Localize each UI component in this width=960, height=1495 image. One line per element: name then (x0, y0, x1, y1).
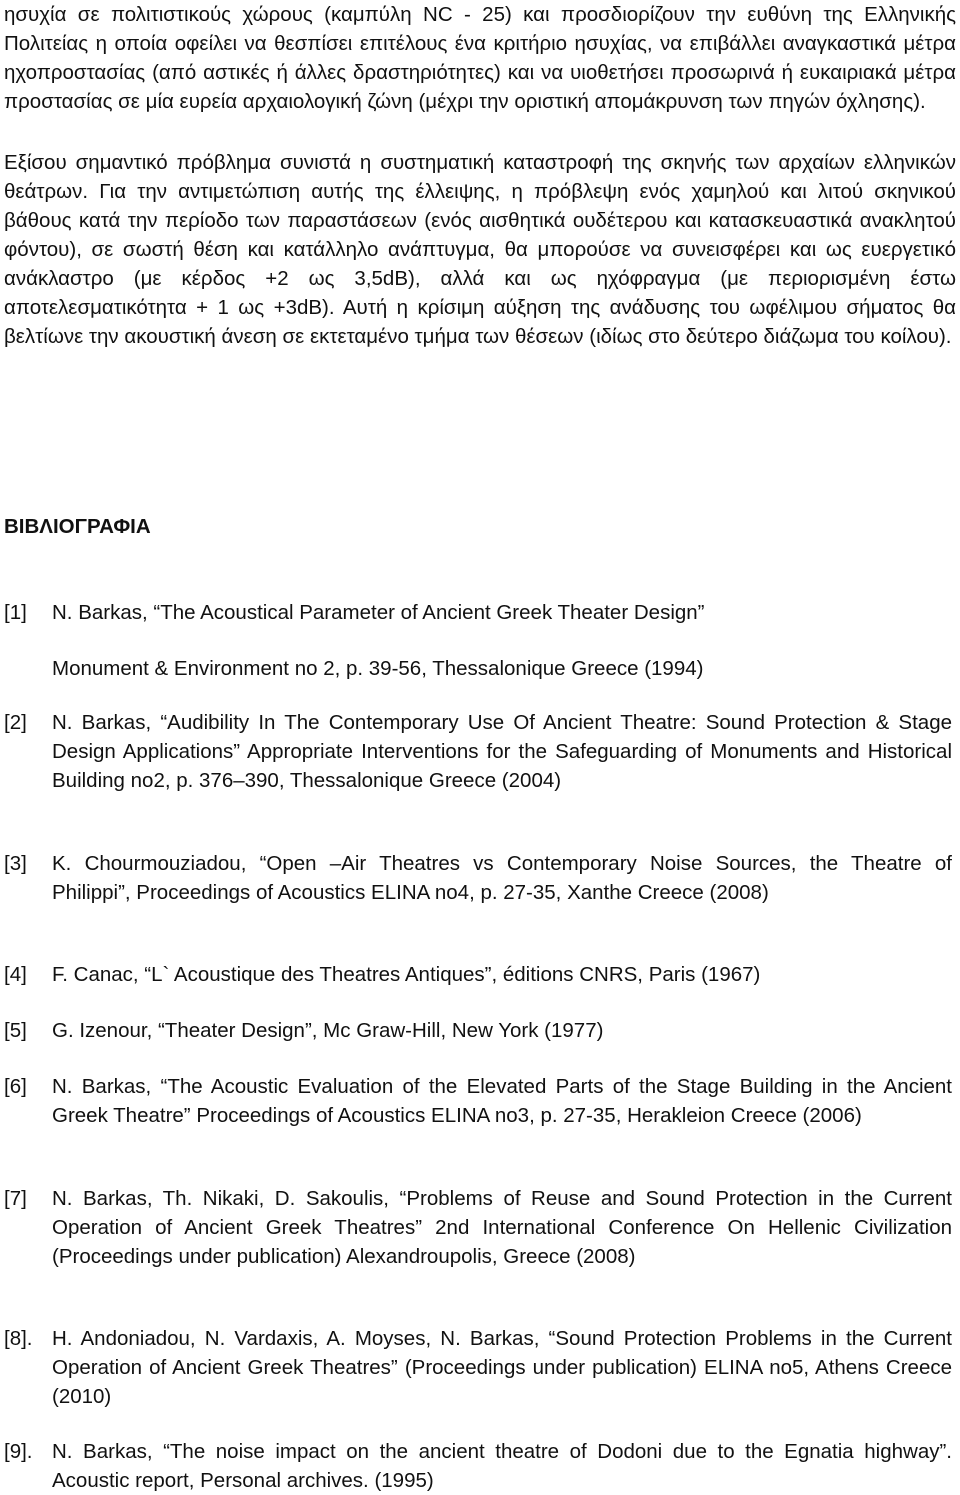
reference-text: N. Barkas, “The Acoustic Evaluation of the Elevated Parts of the Stage Building in the Ancient Greek Theatre” Proceedings of Acoustics ELINA no3, p. 27-35, Herakleion Creece (2006) (52, 1075, 952, 1127)
body-paragraph-2: Εξίσου σημαντικό πρόβλημα συνιστά η συστηματική καταστροφή της σκηνής των αρχαίων ελληνικών θεάτρων. Για την αντιμετώπιση αυτής της έλλειψης, η πρόβλεψη ενός χαμηλού και λιτού σκηνικού βάθους κατά την περίοδο των παραστάσεων (ενός αισθητικά ουδέτερου και κατασκευαστικά ανακλητού φόντου), σε σωστή θέση και κατάλληλο ανάπτυγμα, θα μπορούσε να συνεισφέρει και ως ευεργετικό ανάκλαστρο (με κέρδος +2 ως 3,5dB), αλλά και ως ηχόφραγμα (με περιορισμένη έστω αποτελεσματικότητα + 1 ως +3dB). Αυτή η κρίσιμη αύξηση της ανάδυσης του ωφέλιμου σήματος θα βελτίωνε την ακουστική άνεση σε εκτεταμένο τμήμα των θέσεων (ιδίως στο δεύτερο διάζωμα του κοίλου). (4, 151, 956, 348)
reference-number: [1] (4, 601, 27, 624)
reference-number: [7] (4, 1187, 27, 1210)
body-paragraph-1: ησυχία σε πολιτιστικούς χώρους (καμπύλη NC - 25) και προσδιορίζουν την ευθύνη της Ελληνικής Πολιτείας η οποία οφείλει να θεσπίσει επιτέλους ένα κριτήριο ησυχίας, να επιβάλλει αναγκαστικά μέτρα ηχοπροστασίας (από αστικές ή άλλες δραστηριότητες) και να υιοθετήσει προσωρινά ή ευκαιριακά μέτρα προστασίας σε μία ευρεία αρχαιολογική ζώνη (μέχρι την οριστική απομάκρυνση των πηγών όχλησης). (4, 3, 956, 113)
reference-number: [8]. (4, 1327, 33, 1350)
reference-text: N. Barkas, “The Acoustical Parameter of Ancient Greek Theater Design” (52, 601, 705, 624)
reference-number: [9]. (4, 1440, 33, 1463)
reference-number: [5] (4, 1019, 27, 1042)
reference-text: K. Chourmouziadou, “Open –Air Theatres vs Contemporary Noise Sources, the Theatre of Philippi”, Proceedings of Acoustics ELINA no4, p. 27-35, Xanthe Creece (2008) (52, 852, 952, 904)
reference-text: F. Canac, “L` Acoustique des Theatres Antiques”, éditions CNRS, Paris (1967) (52, 963, 761, 986)
reference-number: [6] (4, 1075, 27, 1098)
reference-text: N. Barkas, “The noise impact on the ancient theatre of Dodoni due to the Egnatia highway”. Acoustic report, Personal archives. (1995) (52, 1440, 952, 1492)
reference-text: H. Andoniadou, N. Vardaxis, A. Moyses, N. Barkas, “Sound Protection Problems in the Current Operation of Ancient Greek Theatres” (Proceedings under publication) ELINA no5, Athens Creece (2010) (52, 1327, 952, 1408)
bibliography-heading: ΒΙΒΛΙΟΓΡΑΦΙΑ (4, 515, 151, 538)
reference-text: G. Izenour, “Theater Design”, Mc Graw-Hill, New York (1977) (52, 1019, 604, 1042)
reference-number: [2] (4, 711, 27, 734)
reference-number: [3] (4, 852, 27, 875)
reference-text-continuation: Monument & Environment no 2, p. 39-56, Thessalonique Greece (1994) (52, 657, 704, 680)
reference-number: [4] (4, 963, 27, 986)
reference-text: N. Barkas, Th. Nikaki, D. Sakoulis, “Problems of Reuse and Sound Protection in the Current Operation of Ancient Greek Theatres” 2nd International Conference On Hellenic Civilization (Proceedings under publication) Alexandroupolis, Greece (2008) (52, 1187, 952, 1268)
reference-text: N. Barkas, “Audibility In The Contemporary Use Of Ancient Theatre: Sound Protection & Stage Design Applications” Appropriate Interventions for the Safeguarding of Monuments and Historical Building no2, p. 376–390, Thessalonique Greece (2004) (52, 711, 952, 792)
